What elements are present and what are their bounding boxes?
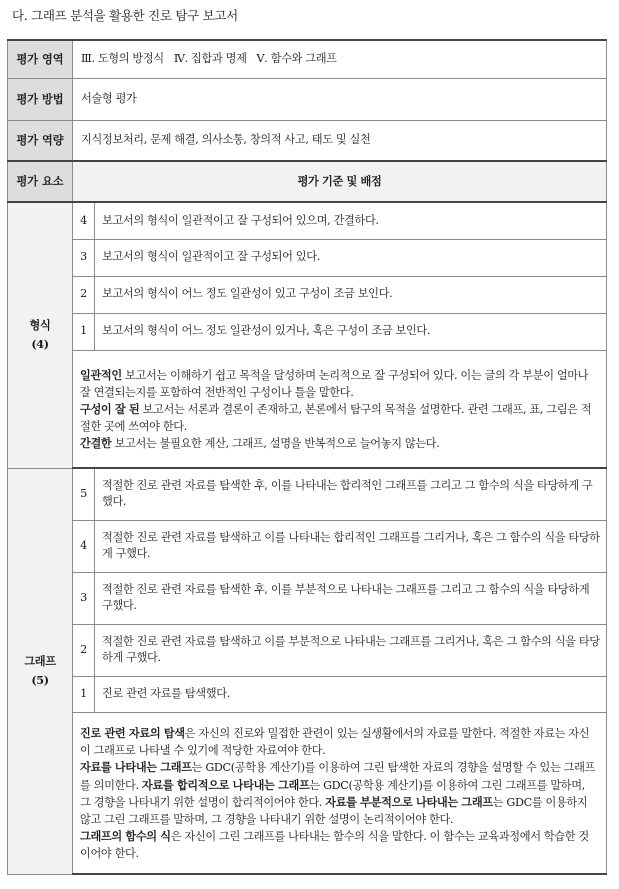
table-row — [8, 676, 607, 712]
table-header-row — [8, 161, 607, 202]
criteria-text: 적절한 진로 관련 자료를 탐색하고 이를 부분적으로 나타내는 그래프를 그리거나, 혹은 그 함수의 식을 타당하게 구했다. — [95, 624, 607, 676]
note-paragraph: 일관적인 보고서는 이해하기 쉽고 목적을 달성하며 논리적으로 잘 구성되어 있다. 이는 글의 각 부분이 얼마나 잘 연결되는지를 포함하여 전반적인 구성이나 틀을 말한다. — [80, 368, 589, 399]
score: 2 — [73, 276, 95, 313]
info-row-competency — [8, 120, 607, 161]
criteria-text: 보고서의 형식이 일관적이고 잘 구성되어 있다. — [95, 239, 607, 276]
score: 3 — [73, 239, 95, 276]
table-row — [8, 572, 607, 624]
graph-notes-row — [8, 712, 607, 874]
format-notes — [73, 350, 607, 468]
criteria-text: 보고서의 형식이 어느 정도 일관성이 있고 구성이 조금 보인다. — [95, 276, 607, 313]
note-paragraph: 자료를 나타내는 그래프는 GDC(공학용 계산기)를 이용하여 그린 탐색한 자료의 경향을 설명할 수 있는 그래프를 의미한다. 자료를 합리적으로 나타내는 그래프는 GDC(공학용 계산기)를 이용하여 그린 그래프를 말하며, 그 경향을 나타내기 위한 설명이 합리적이어야 한다. 자료를 부분적으로 나타내는 그래프는 GDC를 이용하지 않고 그린 그래프를 말하며, 그 경향을 나타내기 위한 설명이 논리적이어야 한다. — [80, 760, 596, 826]
table-row — [8, 313, 607, 350]
info-row-area — [8, 40, 607, 78]
format-notes-row — [8, 350, 607, 468]
criteria-text: 적절한 진로 관련 자료를 탐색하고 이를 나타내는 합리적인 그래프를 그리거나, 혹은 그 함수의 식을 타당하게 구했다. — [95, 520, 607, 572]
note-paragraph: 간결한 보고서는 불필요한 계산, 그래프, 설명을 반복적으로 늘어놓지 않는다. — [80, 436, 440, 450]
score: 4 — [73, 520, 95, 572]
table-row — [8, 520, 607, 572]
table-row — [8, 239, 607, 276]
criteria-text: 적절한 진로 관련 자료를 탐색한 후, 이를 부분적으로 나타내는 그래프를 그리고 그 함수의 식을 타당하게 구했다. — [95, 572, 607, 624]
competency-label: 평가 역량 — [8, 120, 73, 161]
evaluation-table — [7, 39, 607, 875]
category-name: 그래프 — [24, 654, 56, 668]
area-value: Ⅲ. 도형의 방정식 Ⅳ. 집합과 명제 Ⅴ. 함수와 그래프 — [73, 40, 607, 78]
score: 1 — [73, 313, 95, 350]
score: 2 — [73, 624, 95, 676]
note-paragraph: 구성이 잘 된 보고서는 서론과 결론이 존재하고, 본론에서 탐구의 목적을 설명한다. 관련 그래프, 표, 그림은 적절한 곳에 쓰여야 한다. — [80, 402, 592, 433]
graph-notes — [73, 712, 607, 874]
method-value: 서술형 평가 — [73, 78, 607, 120]
criteria-text: 보고서의 형식이 어느 정도 일관성이 있거나, 혹은 구성이 조금 보인다. — [95, 313, 607, 350]
score: 3 — [73, 572, 95, 624]
criteria-header: 평가 기준 및 배점 — [73, 161, 607, 202]
method-label: 평가 방법 — [8, 78, 73, 120]
category-format — [8, 202, 73, 468]
table-row — [8, 624, 607, 676]
criteria-text: 진로 관련 자료를 탐색했다. — [95, 676, 607, 712]
category-graph — [8, 468, 73, 874]
element-header: 평가 요소 — [8, 161, 73, 202]
category-points: (4) — [31, 337, 49, 352]
score: 5 — [73, 468, 95, 520]
criteria-text: 적절한 진로 관련 자료를 탐색한 후, 이를 나타내는 합리적인 그래프를 그리고 그 함수의 식을 타당하게 구했다. — [95, 468, 607, 520]
score: 1 — [73, 676, 95, 712]
area-label: 평가 영역 — [8, 40, 73, 78]
competency-value: 지식정보처리, 문제 해결, 의사소통, 창의적 사고, 태도 및 실천 — [73, 120, 607, 161]
score: 4 — [73, 202, 95, 239]
info-row-method — [8, 78, 607, 120]
page-title: 다. 그래프 분석을 활용한 진로 탐구 보고서 — [12, 8, 238, 23]
category-name: 형식 — [29, 318, 51, 333]
table-row — [8, 468, 607, 520]
criteria-text: 보고서의 형식이 일관적이고 잘 구성되어 있으며, 간결하다. — [95, 202, 607, 239]
category-points: (5) — [31, 673, 49, 687]
table-row — [8, 276, 607, 313]
note-paragraph: 그래프의 함수의 식은 자신이 그린 그래프를 나타내는 함수의 식을 말한다. 이 함수는 교육과정에서 학습한 것이어야 한다. — [80, 829, 589, 860]
note-paragraph: 진로 관련 자료의 탐색은 자신의 진로와 밀접한 관련이 있는 실생활에서의 자료를 말한다. 적절한 자료는 자신이 그래프로 나타낼 수 있기에 적당한 자료여야 한다. — [80, 726, 590, 757]
table-row — [8, 202, 607, 239]
